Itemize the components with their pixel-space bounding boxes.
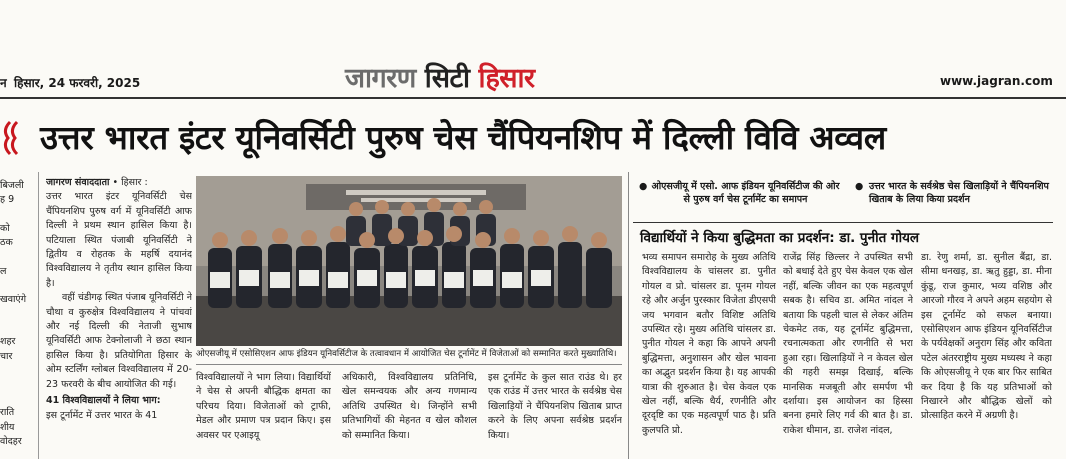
sidebar-rule: [633, 222, 1053, 223]
masthead-website: www.jagran.com: [940, 74, 1053, 88]
left-strip-line: खवाएंगे: [0, 294, 27, 306]
left-strip-line: [0, 378, 34, 392]
article-col-1: [46, 176, 192, 459]
col1-para3: इस टूर्नामेंट में उत्तर भारत के 41: [46, 409, 158, 421]
brand-edition: हिसार: [478, 63, 535, 94]
masthead-left-fragment: न: [0, 76, 7, 90]
left-strip-line: [0, 251, 34, 265]
left-strip: [0, 179, 34, 459]
brand-city: सिटी: [424, 63, 470, 94]
headline: उत्तर भारत इंटर यूनिवर्सिटी पुरुष चेस चैंपियनशिप में दिल्ली विवि अव्वल: [40, 118, 886, 157]
caption-rule: [196, 364, 622, 365]
masthead-rule: [0, 97, 1066, 99]
left-strip-line: शीय: [0, 421, 15, 433]
bullet-icon: ●: [639, 181, 648, 192]
sidebar-bullet-2-text: उत्तर भारत के सर्वश्रेष्ठ चेस खिलाड़ियों ने चैंपियनशिप खिताब के लिया किया प्रदर्शन: [869, 181, 1049, 205]
byline-agency: जागरण संवाददाता: [46, 177, 110, 188]
sidebar-bullet-2: [855, 180, 1051, 206]
left-strip-line: शहर: [0, 336, 16, 348]
winners-photo: [196, 176, 622, 346]
left-strip-line: ठक: [0, 237, 13, 249]
col1-subhead: 41 विश्वविद्यालयों ने लिया भाग:: [46, 395, 161, 407]
masthead-date: हिसार, 24 फरवरी, 2025: [14, 76, 141, 90]
left-strip-line: ल: [0, 265, 7, 277]
sidebar-col-a: भव्य समापन समारोह के मुख्य अतिथि विश्वविद्यालय के चांसलर डा. पुनीत गोयल व प्रो. चांसलर डा. पूनम गोयल रहे और अर्जुन पुरस्कार विजेता डीएसपी जय भगवान बतौर विशिष्ट अतिथि उपस्थित रहे। मुख्य अतिथि चांसलर डा. पुनीत गोयल ने कहा कि आपने अपनी बुद्धिमत्ता, अनुशासन और खेल भावना का अद्भुत प्रदर्शन किया है। यह आपकी यात्रा की शुरुआत है। चेस केवल एक खेल नहीं, बल्कि धैर्य, रणनीति और दूरदृष्टि का एक महत्वपूर्ण पाठ है। प्रति कुलपति प्रो.: [642, 252, 776, 436]
lower-col-1: विश्वविद्यालयों ने भाग लिया। विद्यार्थियों ने चेस से अपनी बौद्धिक क्षमता का परिचय दिया। विजेताओं को ट्राफी, मेडल और प्रमाण पत्र प्रदान किए। इस अवसर पर एआइयू: [196, 372, 331, 441]
left-strip-divider: [38, 172, 39, 459]
sidebar-col-b: राजेंद्र सिंह छिल्लर ने उपस्थित सभी को बधाई देते हुए चेस केवल एक खेल नहीं, बल्कि जीवन का एक महत्वपूर्ण सबक है। सचिव डा. अमित नांदल ने बताया कि पहली चाल से लेकर अंतिम चेकमेट तक, यह टूर्नामेंट बुद्धिमत्ता, रचनात्मकता और रणनीति से भरा हुआ रहा। खिलाड़ियों ने न केवल खेल की गहरी समझ दिखाई, बल्कि मानसिक मजबूती और समर्पण भी दर्शाया। इस आयोजन का हिस्सा बनना हमारे लिए गर्व की बात है। डा. राकेश धीमान, डा. राजेश नांदल,: [783, 252, 913, 436]
left-strip-line: ह 9: [0, 194, 15, 206]
col1-para1: उत्तर भारत इंटर यूनिवर्सिटी चेस चैंपियनशिप पुरुष वर्ग में यूनिवर्सिटी आफ दिल्ली ने प्रथम स्थान हासिल किया है। पटियाला स्थित पंजाबी यूनिवर्सिटी ने द्वितीय व रोहतक के महर्षि दयानंद विश्वविद्यालय ने तृतीय स्थान हासिल किया है।: [46, 191, 192, 289]
left-strip-line: बिजली: [0, 180, 24, 191]
left-strip-line: [0, 307, 34, 321]
left-strip-line: को: [0, 222, 10, 234]
left-strip-line: वोदहर: [0, 436, 22, 448]
col1-para2: वहीं चंडीगढ़ स्थित पंजाब यूनिवर्सिटी ने चौथा व कुरुक्षेत्र विश्वविद्यालय ने पांचवां और नई दिल्ली की नेताजी सुभाष यूनिवर्सिटी आफ टेक्नोलाजी ने छठा स्थान हासिल किया है। प्रतियोगिता हिसार के ओम स्टर्लिंग ग्लोबल विश्वविद्यालय में 20-23 फरवरी के बीच आयोजित की गई।: [46, 292, 192, 390]
left-strip-line: [0, 392, 34, 406]
jagran-logo-icon: [0, 120, 20, 156]
left-strip-line: [0, 321, 34, 335]
sidebar-bullet-1: [635, 180, 840, 206]
brand-jagran: जागरण: [345, 63, 416, 94]
sidebar-col-c: डा. रेणु शर्मा, डा. सुनील बैंद्रा, डा. सीमा धनखड़, डा. ऋतु हुड्डा, डा. मीना कुंडू, राज कुमार, भव्य वशिष्ठ और आरजो गौरव ने अपने अहम सहयोग से इस टूर्नामेंट को सफल बनाया। एसोसिएशन आफ इंडियन यूनिवर्सिटीज के पर्यवेक्षकों अनुराग सिंह और कविता पटेल अंतरराष्ट्रीय मुख्य मध्यस्थ ने कहा कि ओएसजीयू ने एक बार फिर साबित कर दिया है कि यह प्रतिभाओं को निखारने और बौद्धिक खेलों को प्रोत्साहित करने में अग्रणी है।: [921, 252, 1052, 422]
masthead-brand: [345, 58, 535, 95]
lower-col-2: अधिकारी, विश्वविद्यालय प्रतिनिधि, खेल समन्वयक और अन्य गणमान्य अतिथि उपस्थित थे। जिन्होंने सभी प्रतिभागियों की मेहनत व खेल कौशल को सम्मानित किया।: [342, 372, 477, 441]
bullet-icon: ●: [855, 181, 864, 192]
sidebar-divider: [628, 172, 629, 459]
left-strip-line: [0, 364, 34, 378]
left-strip-line: राति: [0, 407, 15, 419]
lower-col-3: इस टूर्नामेंट के कुल सात राउंड थे। हर एक राउंड में उत्तर भारत के सर्वश्रेष्ठ चेस खिलाड़ियों ने चैंपियनशिप खिताब प्राप्त करने के लिए अपना सर्वश्रेष्ठ प्रदर्शन किया।: [488, 372, 622, 441]
left-strip-line: [0, 279, 34, 293]
photo-caption: ओएसजीयू में एसोसिएशन आफ इंडियन यूनिवर्सिटीज के तत्वावधान में आयोजित चेस टूर्नामेंट में विजेताओं को सम्मानित करते मुख्यातिथि।: [196, 349, 617, 359]
left-strip-line: चार: [0, 350, 13, 362]
left-strip-line: [0, 208, 34, 222]
sidebar-bullet-1-text: ओएसजीयू में एसो. आफ इंडियन यूनिवर्सिटीज की ओर से पुरुष वर्ग चेस टूर्नामेंट का समापन: [651, 181, 840, 205]
byline-place: • हिसार :: [112, 177, 148, 188]
byline: [46, 176, 192, 190]
sidebar-bullets: [635, 176, 1051, 220]
sidebar-headline: विद्यार्थियों ने किया बुद्धिमता का प्रदर्शन: डा. पुनीत गोयल: [640, 230, 920, 246]
